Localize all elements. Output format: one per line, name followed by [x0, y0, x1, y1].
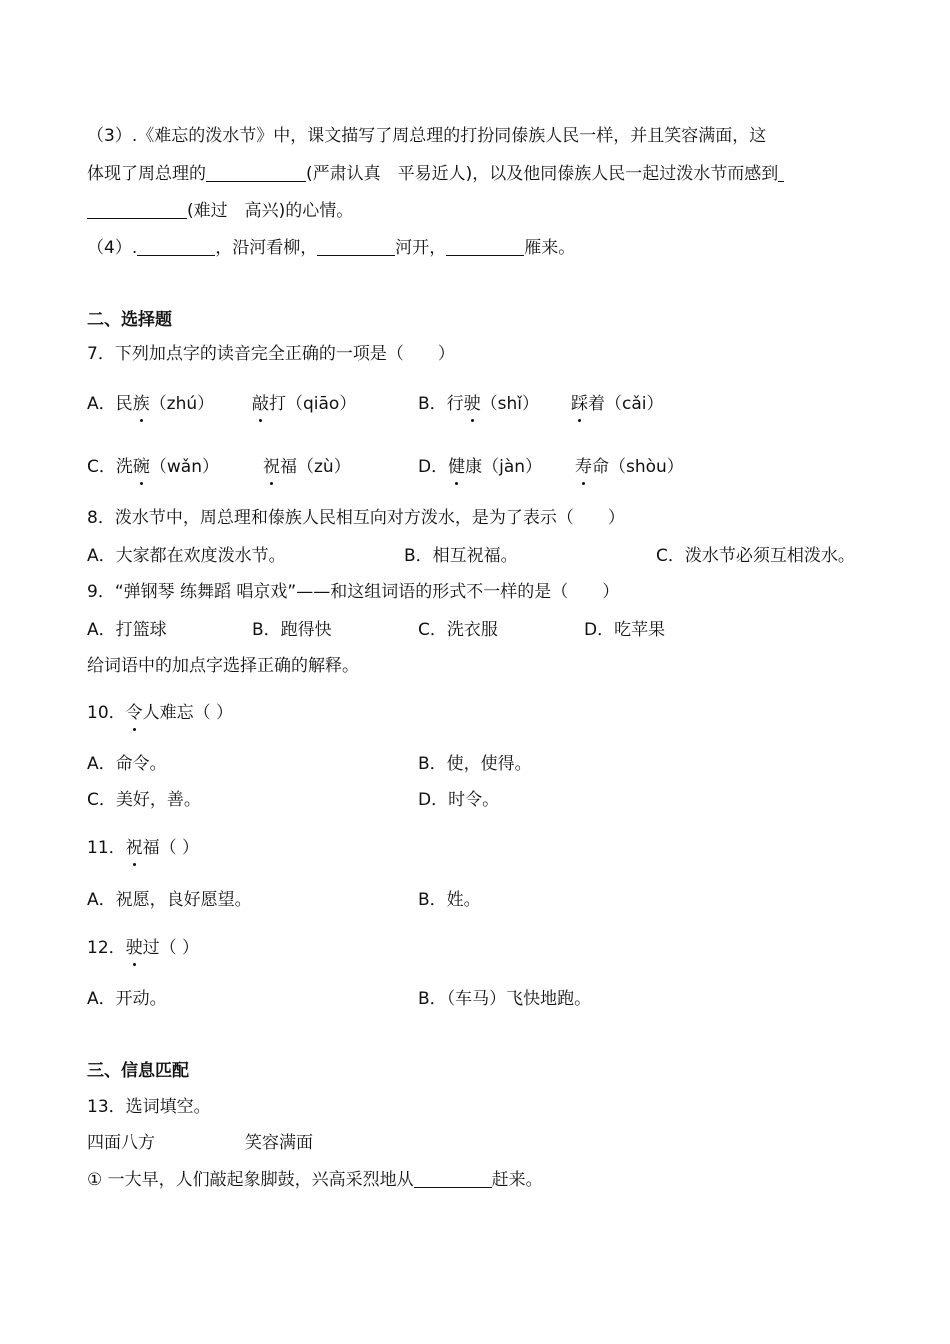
q13-item-1: ① 一大早，人们敲起象脚鼓，兴高采烈地从 赶来。 [87, 1170, 543, 1190]
q7-option-b[interactable]: B．行驶（shǐ） [418, 394, 540, 414]
q10-option-b[interactable]: B．使，使得。 [418, 754, 532, 774]
dotted-char: 驶 [463, 394, 481, 414]
q3-line3 [87, 199, 353, 223]
q13-blank-1[interactable] [414, 1169, 492, 1188]
q7-option-b-word2: 踩着（cǎi） [571, 394, 664, 414]
q3-blank-2-start[interactable] [778, 163, 784, 182]
q9-stem: 9．“弹钢琴 练舞蹈 唱京戏”——和这组词语的形式不一样的是（ ） [87, 582, 620, 602]
q4-text-d: 雁来。 [524, 238, 576, 258]
dotted-char: 敲 [252, 394, 269, 414]
section-intro: 给词语中的加点字选择正确的解释。 [87, 656, 359, 676]
q9-option-b[interactable]: B．跑得快 [252, 620, 332, 640]
q12-option-a[interactable]: A．开动。 [87, 989, 167, 1009]
q3-text-c: (难过 高兴)的心情。 [187, 201, 354, 221]
q4-text-c: 河开， [395, 238, 447, 258]
q10-option-d[interactable]: D．时令。 [418, 790, 500, 810]
dotted-char: 令 [125, 703, 143, 723]
q3-text-b: (严肃认真 平易近人)，以及他同傣族人民一起过泼水节而感到 [306, 164, 779, 184]
q13-word-1: 四面八方 [87, 1133, 155, 1153]
q7-option-a-word2: 敲打（qiāo） [252, 394, 357, 414]
q13-word-2: 笑容满面 [245, 1133, 313, 1153]
q7-stem: 7．下列加点字的读音完全正确的一项是（ ） [87, 344, 455, 364]
q10-option-c[interactable]: C．美好，善。 [87, 790, 201, 810]
dotted-char: 碗 [132, 457, 150, 477]
q8-option-b[interactable]: B．相互祝福。 [404, 546, 518, 566]
q4-blank-1[interactable] [137, 237, 215, 256]
dotted-char: 健 [448, 457, 466, 477]
dotted-char: 寿 [575, 457, 592, 477]
q4-number: （4）. [87, 238, 138, 258]
q10-option-a[interactable]: A．命令。 [87, 754, 167, 774]
section-3-title: 三、信息匹配 [87, 1061, 189, 1081]
dotted-char: 祝 [125, 838, 143, 858]
section-2-title: 二、选择题 [87, 310, 172, 330]
dotted-char: 族 [132, 394, 150, 414]
dotted-char: 踩 [571, 394, 588, 414]
q3-line2 [87, 162, 784, 186]
q4-text-b: ，沿河看柳， [215, 238, 318, 258]
q7-option-d[interactable]: D．健康（jàn） [418, 457, 543, 477]
dotted-char: 驶 [125, 938, 143, 958]
q4-blank-2[interactable] [317, 237, 395, 256]
q7-option-c-word2: 祝福（zù） [263, 457, 351, 477]
q13-stem: 13．选词填空。 [87, 1097, 211, 1117]
q7-option-c[interactable]: C．洗碗（wǎn） [87, 457, 219, 477]
q8-stem: 8．泼水节中，周总理和傣族人民相互向对方泼水，是为了表示（ ） [87, 508, 625, 528]
q7-option-a[interactable]: A．民族（zhú） [87, 394, 215, 414]
q11-option-a[interactable]: A．祝愿，良好愿望。 [87, 890, 252, 910]
q12-stem: 12．驶过（ ） [87, 938, 200, 958]
q9-option-d[interactable]: D．吃苹果 [584, 620, 666, 640]
q9-option-c[interactable]: C．洗衣服 [418, 620, 498, 640]
dotted-char: 祝 [263, 457, 280, 477]
q3-blank-2[interactable] [87, 200, 187, 219]
q7-option-d-word2: 寿命（shòu） [575, 457, 684, 477]
q4-blank-3[interactable] [446, 237, 524, 256]
q3-line1: （3）.《难忘的泼水节》中，课文描写了周总理的打扮同傣族人民一样，并且笑容满面，这 [87, 126, 767, 146]
q12-option-b[interactable]: B．（车马）飞快地跑。 [418, 989, 592, 1009]
q3-text-a: 体现了周总理的 [87, 164, 206, 184]
q4-line [87, 236, 575, 260]
q11-option-b[interactable]: B．姓。 [418, 890, 481, 910]
q10-stem: 10．令人难忘（ ） [87, 703, 234, 723]
q8-option-a[interactable]: A．大家都在欢度泼水节。 [87, 546, 286, 566]
q11-stem: 11．祝福（ ） [87, 838, 200, 858]
q3-blank-1[interactable] [206, 163, 306, 182]
q9-option-a[interactable]: A．打篮球 [87, 620, 167, 640]
q8-option-c[interactable]: C．泼水节必须互相泼水。 [656, 546, 855, 566]
